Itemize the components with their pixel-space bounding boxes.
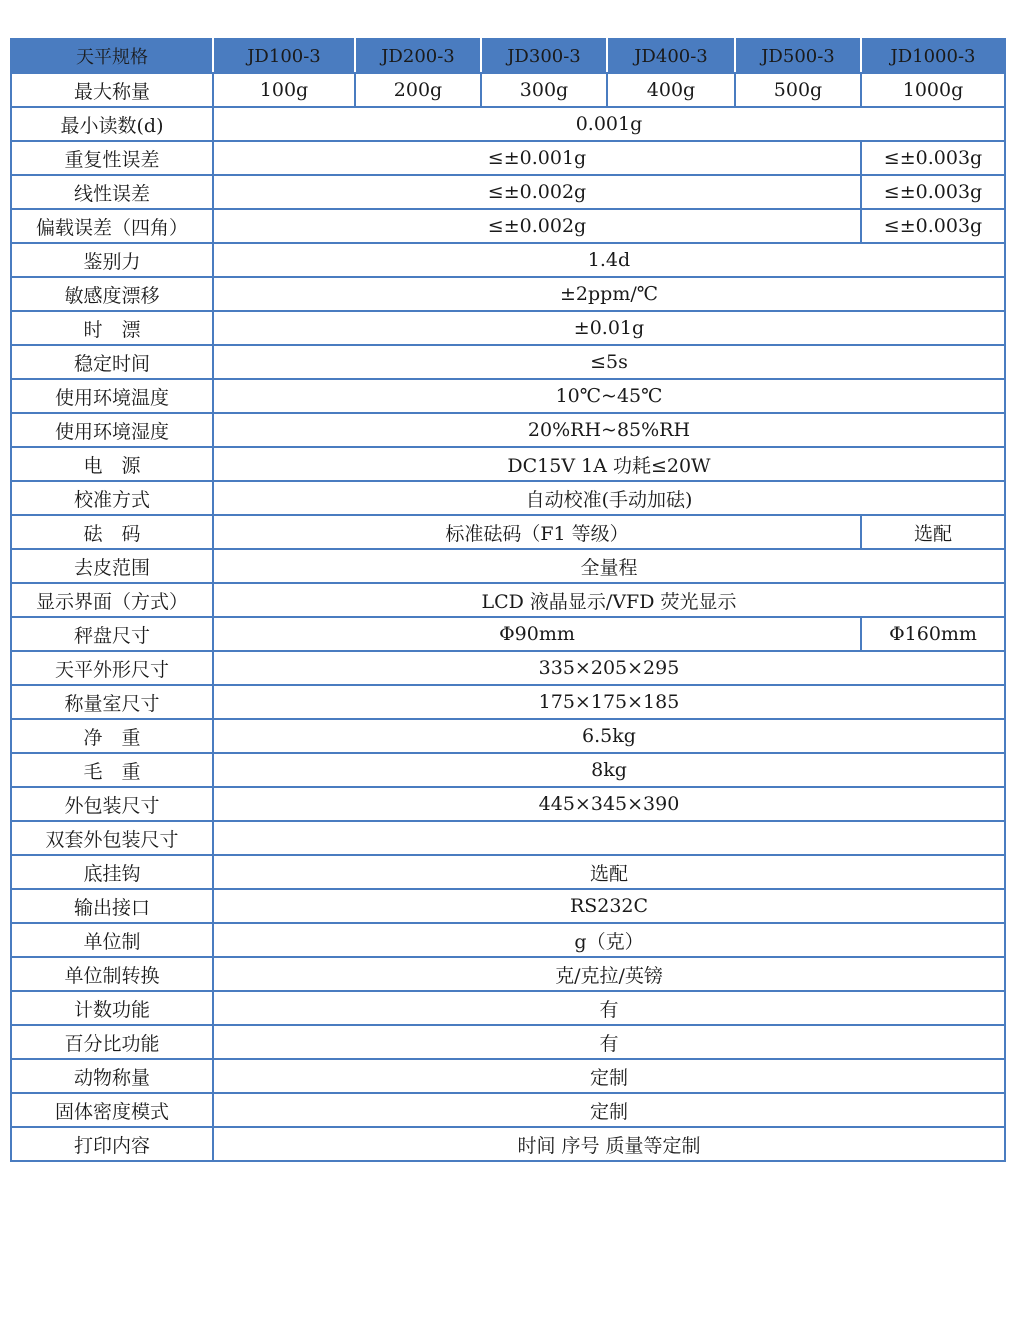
spec-value-time_drift: ±0.01g	[213, 311, 1005, 345]
spec-row-sensitivity_drift	[11, 277, 1005, 311]
spec-value-discrimination: 1.4d	[213, 243, 1005, 277]
spec-label-tare_range: 去皮范围	[11, 549, 213, 583]
spec-label-time_drift: 时 漂	[11, 311, 213, 345]
spec-label-discrimination: 鉴别力	[11, 243, 213, 277]
spec-label-stabilization: 稳定时间	[11, 345, 213, 379]
spec-row-tare_range	[11, 549, 1005, 583]
spec-label-dimensions: 天平外形尺寸	[11, 651, 213, 685]
spec-label-temperature: 使用环境温度	[11, 379, 213, 413]
spec-label-double_package: 双套外包装尺寸	[11, 821, 213, 855]
spec-row-humidity	[11, 413, 1005, 447]
spec-row-readability	[11, 107, 1005, 141]
spec-label-print: 打印内容	[11, 1127, 213, 1161]
spec-label-linearity: 线性误差	[11, 175, 213, 209]
spec-value-display: LCD 液晶显示/VFD 荧光显示	[213, 583, 1005, 617]
spec-value-temperature: 10℃~45℃	[213, 379, 1005, 413]
spec-label-counting: 计数功能	[11, 991, 213, 1025]
header-model-6: JD1000-3	[861, 39, 1005, 73]
spec-row-linearity	[11, 175, 1005, 209]
header-model-2: JD200-3	[355, 39, 481, 73]
spec-label-animal: 动物称量	[11, 1059, 213, 1093]
spec-value-last-weights: 选配	[861, 515, 1005, 549]
spec-value-power: DC15V 1A 功耗≤20W	[213, 447, 1005, 481]
spec-label-eccentric: 偏载误差（四角）	[11, 209, 213, 243]
spec-value-humidity: 20%RH~85%RH	[213, 413, 1005, 447]
spec-row-interface	[11, 889, 1005, 923]
spec-value-eccentric: ≤±0.002g	[213, 209, 861, 243]
max-capacity-4: 400g	[607, 73, 735, 107]
max-capacity-label: 最大称量	[11, 73, 213, 107]
spec-label-calibration: 校准方式	[11, 481, 213, 515]
spec-row-unit_convert	[11, 957, 1005, 991]
spec-value-hook: 选配	[213, 855, 1005, 889]
spec-row-eccentric	[11, 209, 1005, 243]
spec-value-linearity: ≤±0.002g	[213, 175, 861, 209]
header-model-1: JD100-3	[213, 39, 355, 73]
spec-row-counting	[11, 991, 1005, 1025]
spec-row-animal	[11, 1059, 1005, 1093]
spec-label-weights: 砝 码	[11, 515, 213, 549]
spec-value-package: 445×345×390	[213, 787, 1005, 821]
spec-value-last-linearity: ≤±0.003g	[861, 175, 1005, 209]
spec-row-discrimination	[11, 243, 1005, 277]
spec-value-repeatability: ≤±0.001g	[213, 141, 861, 175]
header-model-5: JD500-3	[735, 39, 861, 73]
spec-label-interface: 输出接口	[11, 889, 213, 923]
spec-label-percentage: 百分比功能	[11, 1025, 213, 1059]
max-capacity-5: 500g	[735, 73, 861, 107]
spec-value-calibration: 自动校准(手动加砝)	[213, 481, 1005, 515]
spec-row-pan_size	[11, 617, 1005, 651]
spec-value-last-repeatability: ≤±0.003g	[861, 141, 1005, 175]
spec-label-package: 外包装尺寸	[11, 787, 213, 821]
spec-row-density	[11, 1093, 1005, 1127]
spec-value-double_package	[213, 821, 1005, 855]
spec-value-tare_range: 全量程	[213, 549, 1005, 583]
spec-label-unit: 单位制	[11, 923, 213, 957]
spec-row-chamber	[11, 685, 1005, 719]
spec-row-percentage	[11, 1025, 1005, 1059]
spec-row-power	[11, 447, 1005, 481]
spec-label-density: 固体密度模式	[11, 1093, 213, 1127]
spec-row-temperature	[11, 379, 1005, 413]
spec-value-interface: RS232C	[213, 889, 1005, 923]
header-model-4: JD400-3	[607, 39, 735, 73]
spec-value-unit_convert: 克/克拉/英镑	[213, 957, 1005, 991]
spec-label-readability: 最小读数(d)	[11, 107, 213, 141]
spec-label-display: 显示界面（方式）	[11, 583, 213, 617]
max-capacity-1: 100g	[213, 73, 355, 107]
spec-label-sensitivity_drift: 敏感度漂移	[11, 277, 213, 311]
spec-row-net_weight	[11, 719, 1005, 753]
spec-label-power: 电 源	[11, 447, 213, 481]
spec-row-weights	[11, 515, 1005, 549]
spec-value-readability: 0.001g	[213, 107, 1005, 141]
spec-value-animal: 定制	[213, 1059, 1005, 1093]
spec-label-chamber: 称量室尺寸	[11, 685, 213, 719]
max-capacity-6: 1000g	[861, 73, 1005, 107]
spec-row-hook	[11, 855, 1005, 889]
spec-value-pan_size: Φ90mm	[213, 617, 861, 651]
spec-value-gross_weight: 8kg	[213, 753, 1005, 787]
spec-value-chamber: 175×175×185	[213, 685, 1005, 719]
spec-row-repeatability	[11, 141, 1005, 175]
spec-value-unit: g（克）	[213, 923, 1005, 957]
spec-value-counting: 有	[213, 991, 1005, 1025]
spec-row-display	[11, 583, 1005, 617]
spec-value-weights: 标准砝码（F1 等级）	[213, 515, 861, 549]
header-label: 天平规格	[11, 39, 213, 73]
header-row	[11, 39, 1005, 73]
spec-value-percentage: 有	[213, 1025, 1005, 1059]
spec-label-net_weight: 净 重	[11, 719, 213, 753]
spec-value-density: 定制	[213, 1093, 1005, 1127]
spec-row-dimensions	[11, 651, 1005, 685]
spec-label-unit_convert: 单位制转换	[11, 957, 213, 991]
spec-value-net_weight: 6.5kg	[213, 719, 1005, 753]
header-model-3: JD300-3	[481, 39, 607, 73]
spec-value-stabilization: ≤5s	[213, 345, 1005, 379]
spec-row-package	[11, 787, 1005, 821]
max-capacity-row	[11, 73, 1005, 107]
spec-row-double_package	[11, 821, 1005, 855]
spec-label-pan_size: 秤盘尺寸	[11, 617, 213, 651]
spec-row-calibration	[11, 481, 1005, 515]
spec-label-gross_weight: 毛 重	[11, 753, 213, 787]
spec-row-print	[11, 1127, 1005, 1161]
spec-row-stabilization	[11, 345, 1005, 379]
spec-value-dimensions: 335×205×295	[213, 651, 1005, 685]
spec-label-repeatability: 重复性误差	[11, 141, 213, 175]
spec-value-print: 时间 序号 质量等定制	[213, 1127, 1005, 1161]
spec-table	[10, 38, 1006, 1162]
spec-row-time_drift	[11, 311, 1005, 345]
spec-label-humidity: 使用环境湿度	[11, 413, 213, 447]
spec-value-sensitivity_drift: ±2ppm/℃	[213, 277, 1005, 311]
spec-value-last-pan_size: Φ160mm	[861, 617, 1005, 651]
spec-value-last-eccentric: ≤±0.003g	[861, 209, 1005, 243]
max-capacity-2: 200g	[355, 73, 481, 107]
spec-label-hook: 底挂钩	[11, 855, 213, 889]
spec-row-gross_weight	[11, 753, 1005, 787]
spec-row-unit	[11, 923, 1005, 957]
max-capacity-3: 300g	[481, 73, 607, 107]
